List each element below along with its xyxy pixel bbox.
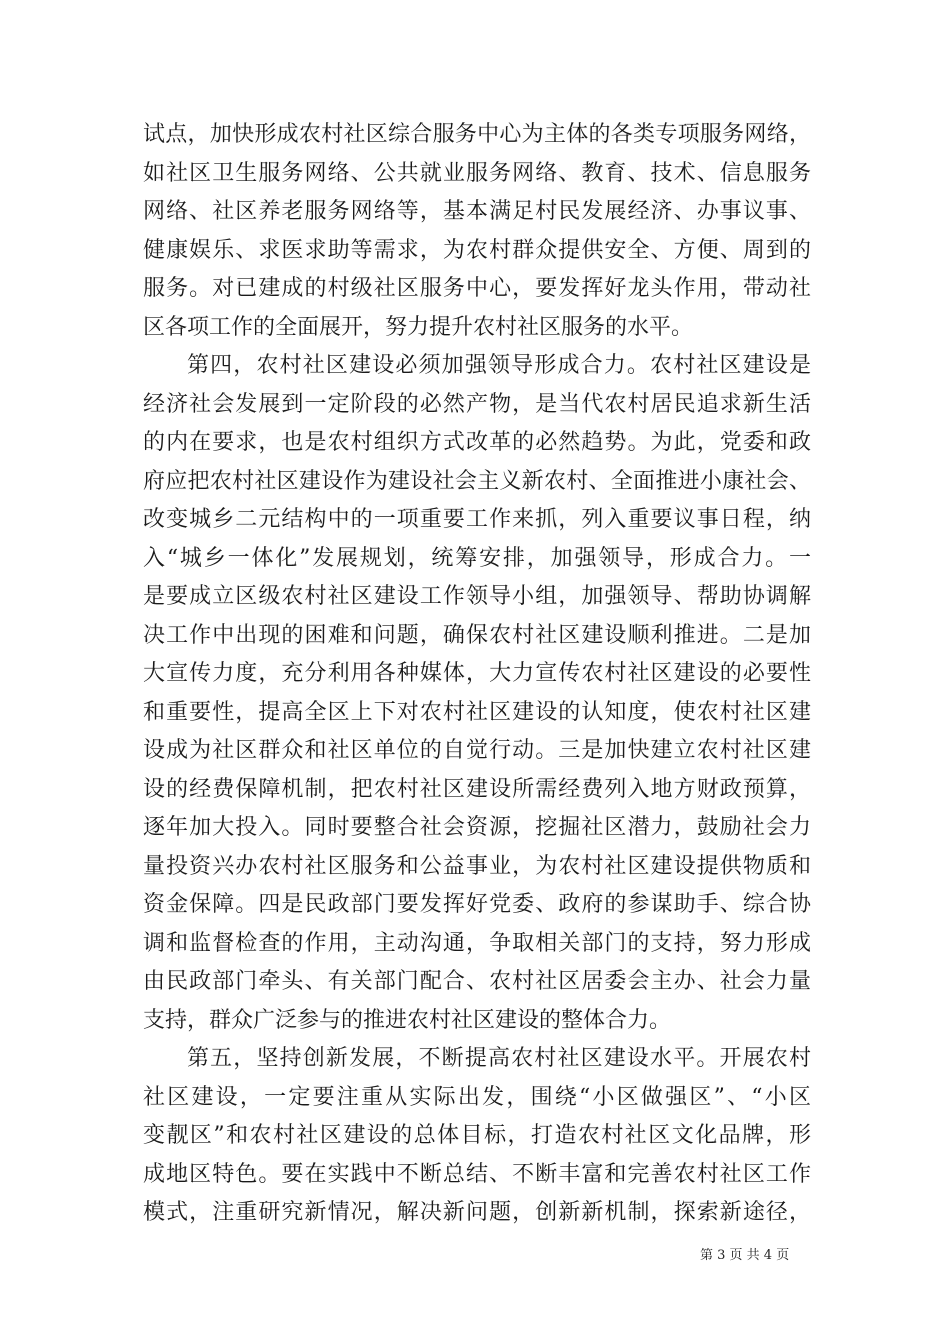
text-line: 是要成立区级农村社区建设工作领导小组，加强领导、帮助协调解: [143, 584, 811, 609]
text-line: 决工作中出现的困难和问题，确保农村社区建设顺利推进。二是加: [143, 622, 811, 648]
text-line: 模式，注重研究新情况，解决新问题，创新新机制，探索新途径，: [143, 1200, 811, 1225]
text-line: 量投资兴办农村社区服务和公益事业，为农村社区建设提供物质和: [143, 853, 811, 879]
text-line: 支持，群众广泛参与的推进农村社区建设的整体合力。: [143, 1007, 672, 1033]
text-line: 调和监督检查的作用，主动沟通，争取相关部门的支持，努力形成: [143, 930, 811, 956]
paragraph: [143, 116, 811, 347]
text-line: 资金保障。四是民政部门要发挥好党委、政府的参谋助手、综合协: [143, 892, 811, 917]
text-line: 设成为社区群众和社区单位的自觉行动。三是加快建立农村社区建: [143, 738, 811, 763]
text-line: 社区建设，一定要注重从实际出发，围绕“小区做强区”、“小区: [143, 1084, 811, 1110]
text-line: 变靓区”和农村社区建设的总体目标，打造农村社区文化品牌，形: [143, 1123, 811, 1148]
text-line: 服务。对已建成的村级社区服务中心，要发挥好龙头作用，带动社: [143, 276, 811, 301]
text-line: 试点，加快形成农村社区综合服务中心为主体的各类专项服务网络，: [143, 122, 811, 147]
text-line: 府应把农村社区建设作为建设社会主义新农村、全面推进小康社会、: [143, 468, 811, 494]
text-line: 如社区卫生服务网络、公共就业服务网络、教育、技术、信息服务: [143, 160, 811, 186]
text-line: 设的经费保障机制，把农村社区建设所需经费列入地方财政预算，: [143, 776, 811, 802]
page-number: 第 3 页 共 4 页: [700, 1248, 790, 1263]
text-line: 的内在要求，也是农村组织方式改革的必然趋势。为此，党委和政: [143, 430, 811, 455]
paragraph: [143, 347, 811, 1040]
text-line: 成地区特色。要在实践中不断总结、不断丰富和完善农村社区工作: [143, 1161, 811, 1187]
text-line: 入“城乡一体化”发展规划，统筹安排，加强领导，形成合力。一: [143, 545, 811, 571]
text-line: 由民政部门牵头、有关部门配合、农村社区居委会主办、社会力量: [143, 969, 811, 994]
text-line: 区各项工作的全面展开，努力提升农村社区服务的水平。: [143, 314, 694, 340]
text-line: 第五，坚持创新发展，不断提高农村社区建设水平。开展农村: [187, 1046, 811, 1071]
text-line: 网络、社区养老服务网络等，基本满足村民发展经济、办事议事、: [143, 199, 811, 224]
text-line: 大宣传力度，充分利用各种媒体，大力宣传农村社区建设的必要性: [143, 661, 811, 686]
document-body: [143, 116, 811, 1233]
paragraph: [143, 1040, 811, 1233]
text-line: 改变城乡二元结构中的一项重要工作来抓，列入重要议事日程，纳: [143, 507, 811, 532]
text-line: 健康娱乐、求医求助等需求，为农村群众提供安全、方便、周到的: [143, 237, 811, 263]
text-line: 经济社会发展到一定阶段的必然产物，是当代农村居民追求新生活: [143, 391, 811, 417]
text-line: 第四，农村社区建设必须加强领导形成合力。农村社区建设是: [187, 353, 811, 378]
text-line: 和重要性，提高全区上下对农村社区建设的认知度，使农村社区建: [143, 699, 811, 725]
text-line: 逐年加大投入。同时要整合社会资源，挖掘社区潜力，鼓励社会力: [143, 815, 811, 840]
